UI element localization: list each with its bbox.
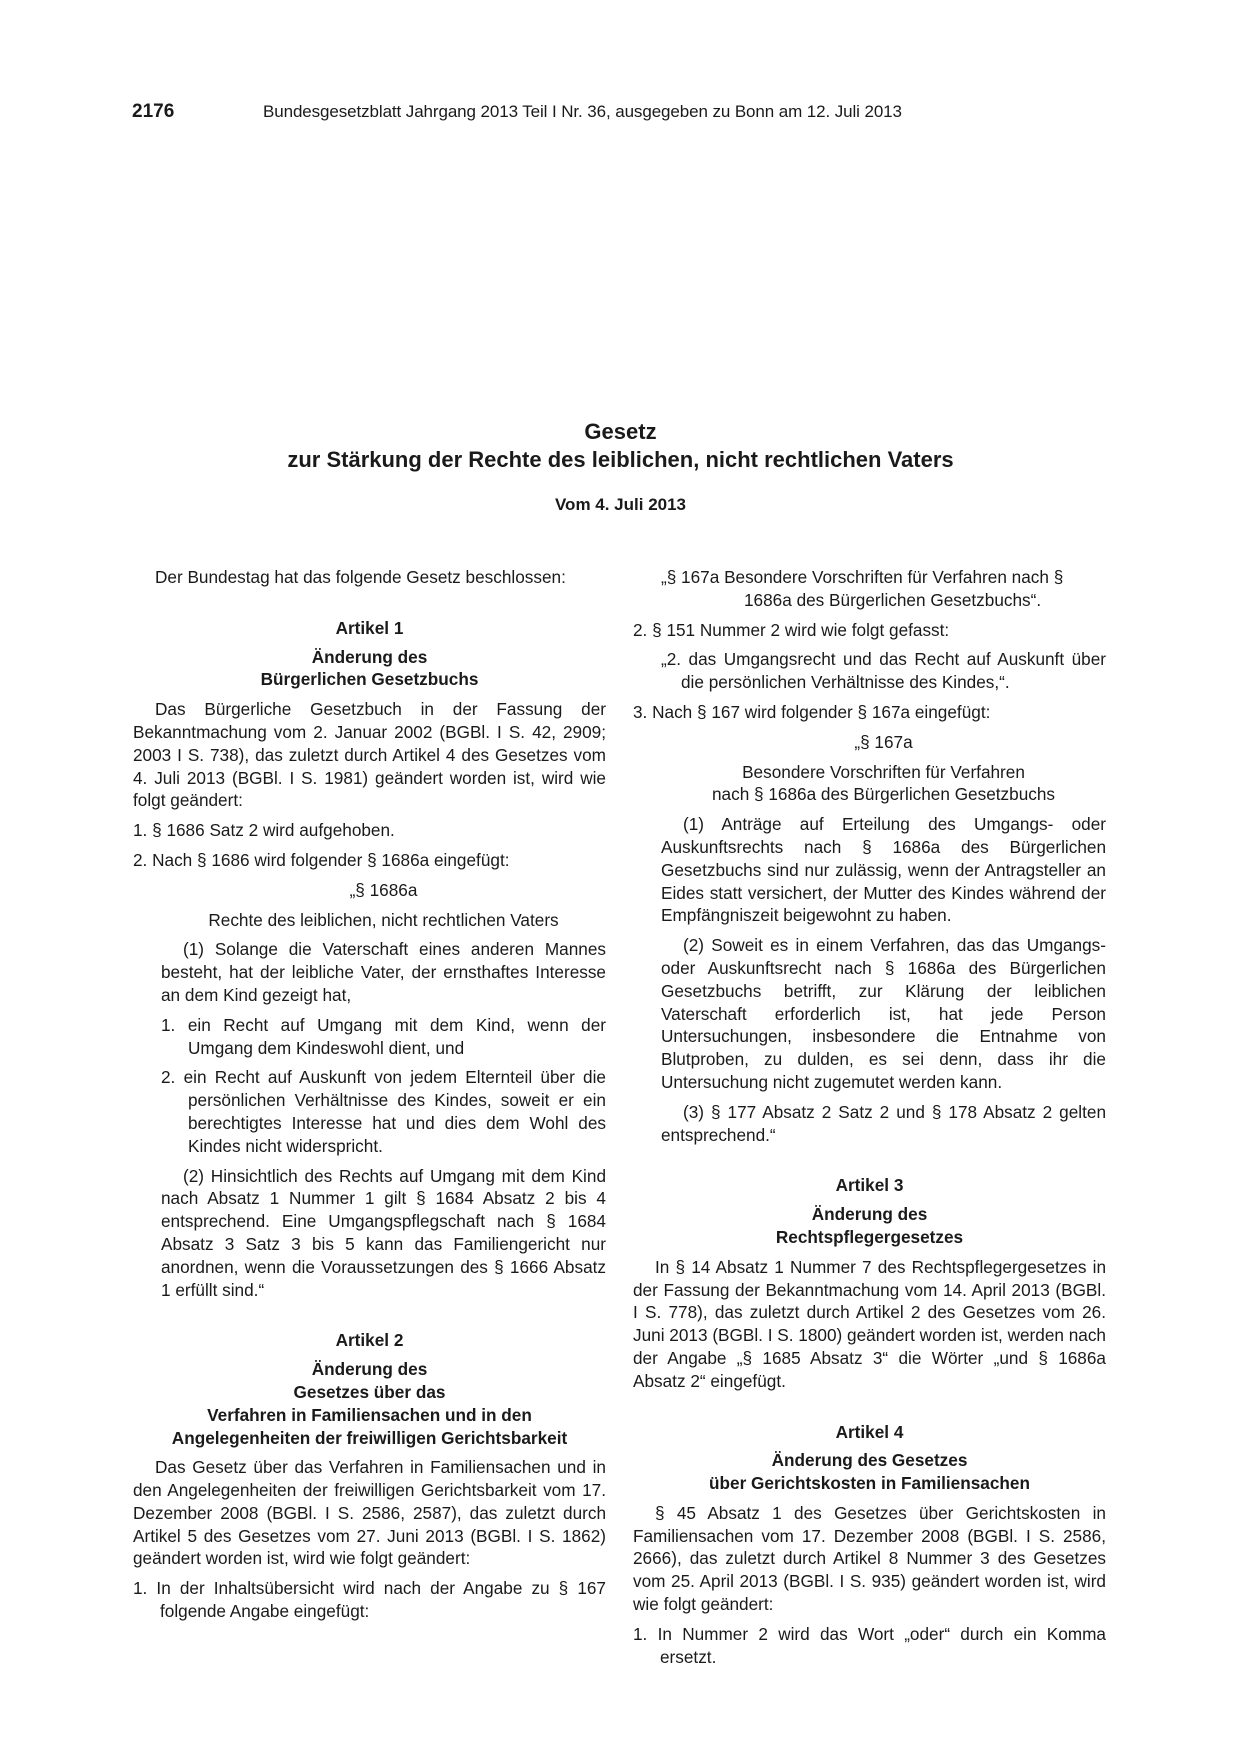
article-1-subtitle-2: Bürgerlichen Gesetzbuchs: [260, 669, 479, 690]
article-2-subtitle-3: Verfahren in Familiensachen und in den: [207, 1404, 532, 1425]
article-1-item-2: 2. Nach § 1686 wird folgender § 1686a eingefügt:: [133, 849, 510, 870]
page-number: 2176: [132, 101, 175, 122]
section-1686a-head: „§ 1686a: [349, 879, 418, 900]
article-4-subtitle-1: Änderung des Gesetzes: [771, 1450, 968, 1471]
article-2-item-1: 1. In der Inhaltsübersicht wird nach der Angabe zu § 167 folgende Angabe eingefügt:: [133, 1578, 606, 1622]
left-column: [133, 566, 606, 1623]
article-2-subtitle-1: Änderung des: [311, 1359, 428, 1380]
section-167a-title-1: Besondere Vorschriften für Verfahren: [742, 761, 1025, 782]
section-167a-paragraph-2: (2) Soweit es in einem Verfahren, das das Umgangs- oder Auskunftsrecht nach § 1686a des Bürgerlichen Gesetzbuchs betrifft, zur Klärung der leiblichen Vaterschaft erforderlich ist, hat jede Person Untersuchungen, insbesondere die Entnahme von Blutproben, zu dulden, es sei denn, dass ihr die Untersuchung nicht zugemutet werden kann.: [661, 935, 1106, 1092]
running-title: Bundesgesetzblatt Jahrgang 2013 Teil I Nr. 36, ausgegeben zu Bonn am 12. Juli 2013: [263, 102, 902, 121]
article-2-item-2: 2. § 151 Nummer 2 wird wie folgt gefasst:: [633, 619, 950, 640]
section-167a-paragraph-1: (1) Anträge auf Erteilung des Umgangs- oder Auskunftsrechts nach § 1686a des Bürgerlichen Gesetzbuchs sind nur zulässig, wenn der Antragsteller an Eides statt versichert, der Mutter des Kindes während der Empfängniszeit beigewohnt zu haben.: [661, 814, 1106, 926]
section-167a-paragraph-3: (3) § 177 Absatz 2 Satz 2 und § 178 Absatz 2 gelten entsprechend.“: [661, 1101, 1106, 1145]
section-167a-head: „§ 167a: [854, 731, 913, 752]
law-date: Vom 4. Juli 2013: [554, 495, 687, 514]
article-2-heading: Artikel 2: [335, 1330, 404, 1351]
article-1-body: Das Bürgerliche Gesetzbuch in der Fassung der Bekanntmachung vom 2. Januar 2002 (BGBl. I S. 42, 2909; 2003 I S. 738), das zuletzt durch Artikel 4 des Gesetzes vom 4. Juli 2013 (BGBl. I S. 1981) geändert worden ist, wird wie folgt geändert:: [133, 699, 606, 811]
section-151-number-2: „2. das Umgangsrecht und das Recht auf Auskunft über die persönlichen Verhältnisse des Kindes,“.: [661, 649, 1106, 693]
section-1686a-paragraph-2: (2) Hinsichtlich des Rechts auf Umgang mit dem Kind nach Absatz 1 Nummer 1 gilt § 1684 Absatz 2 bis 4 entsprechend. Eine Umgangspflegschaft nach § 1684 Absatz 3 Satz 3 bis 5 kann das Familiengericht nur anordnen, wenn die Voraussetzungen des § 1666 Absatz 1 erfüllt sind.“: [161, 1165, 606, 1300]
article-3-heading: Artikel 3: [835, 1175, 904, 1196]
article-1-subtitle-1: Änderung des: [311, 646, 428, 667]
article-4-heading: Artikel 4: [835, 1421, 904, 1442]
article-3-body: In § 14 Absatz 1 Nummer 7 des Rechtspflegergesetzes in der Fassung der Bekanntmachung vom 14. April 2013 (BGBl. I S. 778), das zuletzt durch Artikel 2 des Gesetzes vom 26. Juni 2013 (BGBl. I S. 1800) geändert worden ist, werden nach der Angabe „§ 1685 Absatz 3“ die Wörter „und § 1686a Absatz 2“ eingefügt.: [633, 1256, 1106, 1391]
article-3-subtitle-2: Rechtspflegergesetzes: [775, 1226, 964, 1247]
page-header: [132, 101, 1109, 127]
article-2-body: Das Gesetz über das Verfahren in Familiensachen und in den Angelegenheiten der freiwilligen Gerichtsbarkeit vom 17. Dezember 2008 (BGBl. I S. 2586, 2587), das zuletzt durch Artikel 5 des Gesetzes vom 27. Juni 2013 (BGBl. I S. 1862) geändert worden ist, wird wie folgt geändert:: [133, 1457, 606, 1569]
article-2-subtitle-4: Angelegenheiten der freiwilligen Gerichtsbarkeit: [171, 1427, 568, 1448]
preamble: Der Bundestag hat das folgende Gesetz beschlossen:: [155, 567, 566, 587]
section-167a-title-2: nach § 1686a des Bürgerlichen Gesetzbuchs: [711, 784, 1056, 805]
section-1686a-number-2: 2. ein Recht auf Auskunft von jedem Elternteil über die persönlichen Verhältnisse des Kindes, soweit er ein berechtigtes Interesse hat und dies dem Wohl des Kindes nicht widerspricht.: [161, 1067, 606, 1156]
law-title-line-1: Gesetz: [584, 419, 657, 444]
law-title-block: [0, 418, 1241, 515]
article-4-item-1: 1. In Nummer 2 wird das Wort „oder“ durch ein Komma ersetzt.: [633, 1623, 1106, 1667]
article-1-item-1: 1. § 1686 Satz 2 wird aufgehoben.: [133, 820, 395, 841]
section-1686a-number-1: 1. ein Recht auf Umgang mit dem Kind, wenn der Umgang dem Kindeswohl dient, und: [161, 1014, 606, 1058]
section-1686a-title: Rechte des leiblichen, nicht rechtlichen Vaters: [208, 909, 559, 930]
section-1686a-paragraph-1: (1) Solange die Vaterschaft eines anderen Mannes besteht, hat der leibliche Vater, der ernsthaftes Interesse an dem Kind gezeigt hat,: [161, 939, 606, 1005]
right-column: [633, 566, 1106, 1668]
law-title-line-2: zur Stärkung der Rechte des leiblichen, nicht rechtlichen Vaters: [287, 447, 954, 472]
article-3-subtitle-1: Änderung des: [811, 1204, 928, 1225]
article-1-heading: Artikel 1: [335, 617, 404, 638]
article-2-item-3: 3. Nach § 167 wird folgender § 167a eingefügt:: [633, 701, 991, 722]
article-4-subtitle-2: über Gerichtskosten in Familiensachen: [709, 1473, 1030, 1494]
article-4-body: § 45 Absatz 1 des Gesetzes über Gerichtskosten in Familiensachen vom 17. Dezember 2008 (BGBl. I S. 2586, 2666), das zuletzt durch Artikel 8 Nummer 3 des Gesetzes vom 25. April 2013 (BGBl. I S. 935) geändert worden ist, wird wie folgt geändert:: [633, 1502, 1106, 1615]
toc-entry-167a: „§ 167a Besondere Vorschriften für Verfahren nach § 1686a des Bürgerlichen Gesetzbuchs“.: [661, 567, 1064, 610]
article-2-subtitle-2: Gesetzes über das: [293, 1381, 446, 1402]
